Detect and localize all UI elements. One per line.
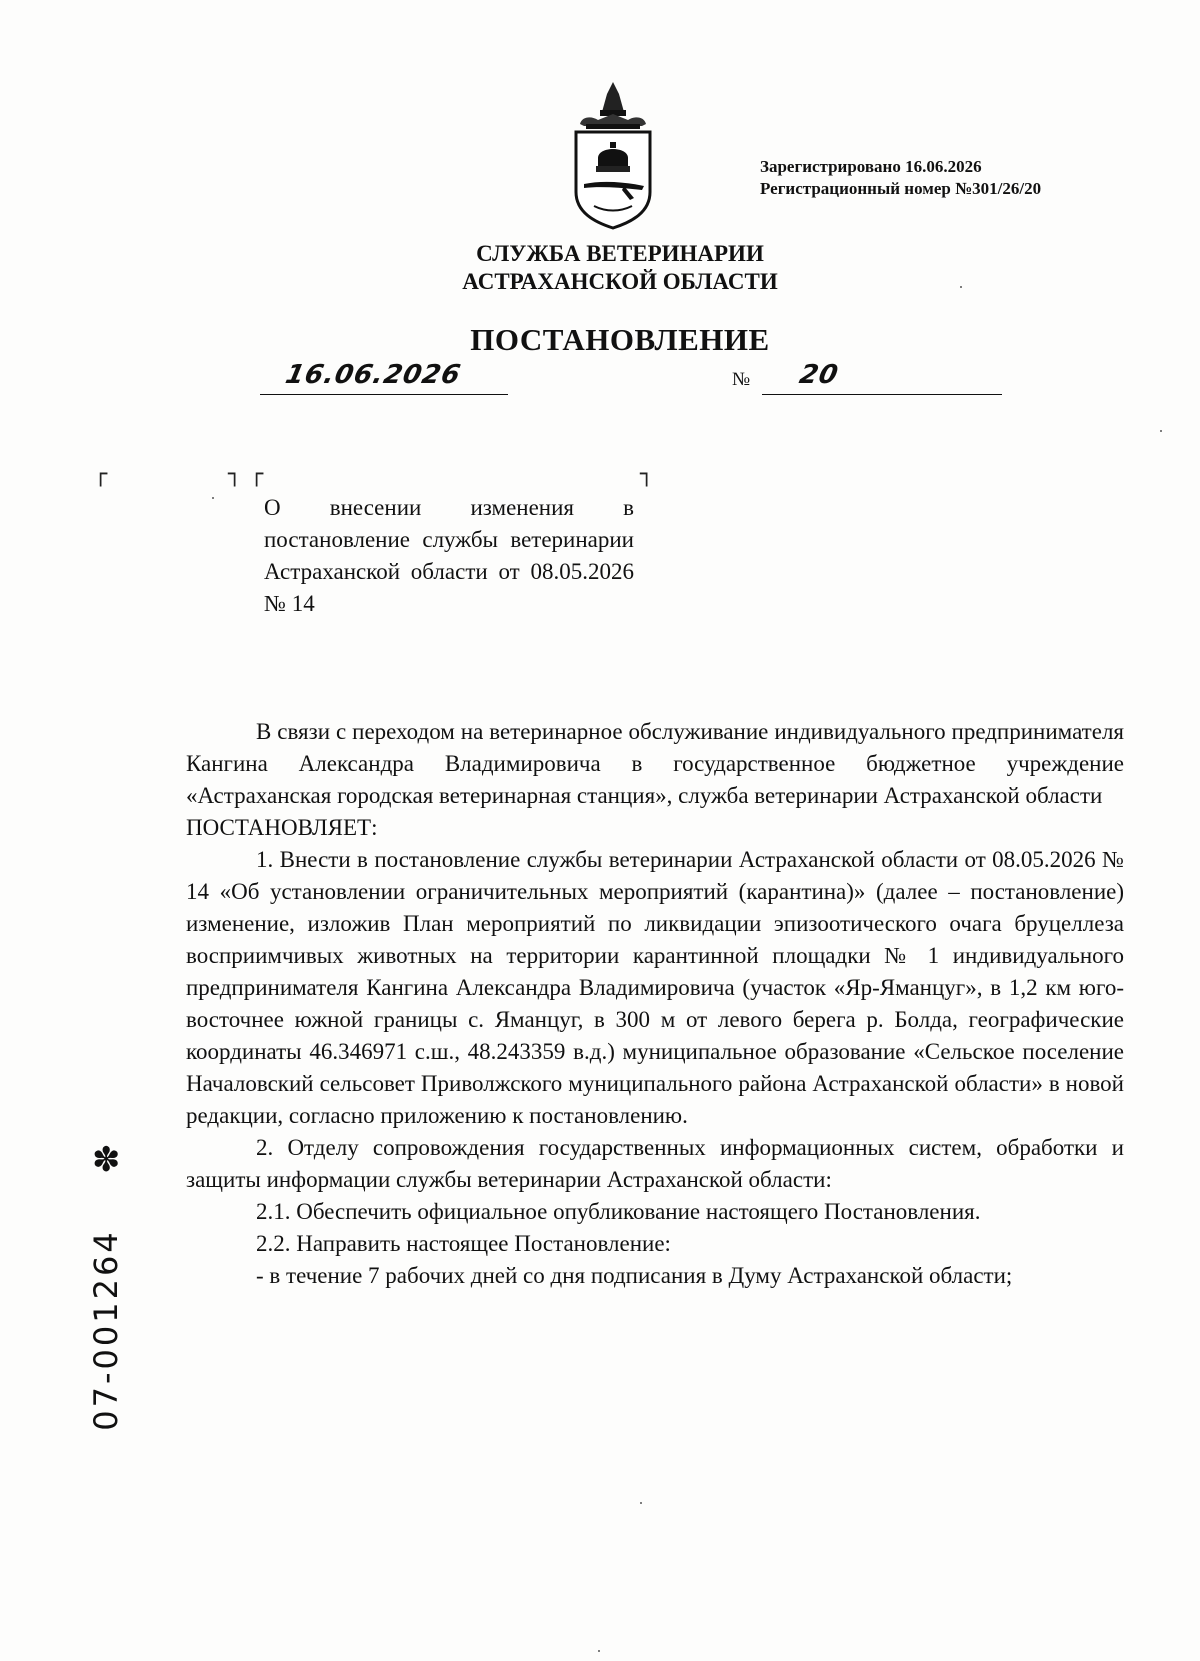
corner-bracket: ┌ [250, 462, 264, 487]
document-date: 16.06.2026 [282, 360, 464, 390]
body-preamble: В связи с переходом на ветеринарное обслуживание индивидуального предпринимателя Кангина Александра Владимировича в государственное бюджетное учреждение «Астраханская городская ветеринарная станция», служба ветеринарии Астраханской области [186, 719, 1124, 808]
registration-number: Регистрационный номер №301/26/20 [760, 179, 1042, 198]
number-underline [762, 394, 1002, 395]
organization-line-2: АСТРАХАНСКОЙ ОБЛАСТИ [462, 269, 778, 294]
body-decree: ПОСТАНОВЛЯЕТ: [186, 815, 378, 840]
date-underline [260, 394, 508, 395]
coat-of-arms-emblem [572, 80, 654, 230]
corner-bracket: ┐ [228, 462, 242, 487]
document-type-title: ПОСТАНОВЛЕНИЕ [470, 322, 770, 357]
document-number: 20 [796, 360, 842, 390]
document-subject: О внесении изменения в постановление службы ветеринарии Астраханской области от 08.05.2026 № 14 [264, 495, 634, 616]
body-item-2-1: 2.1. Обеспечить официальное опубликование настоящего Постановления. [256, 1199, 981, 1224]
margin-document-code [86, 1230, 126, 1430]
body-item-2-2: 2.2. Направить настоящее Постановление: [256, 1231, 671, 1256]
scan-speck [212, 497, 214, 499]
body-item-1: 1. Внести в постановление службы ветеринарии Астраханской области от 08.05.2026 № 14 «Об установлении ограничительных мероприятий (карантина)» (далее – постановление) изменение, изложив План мероприятий по ликвидации эпизоотического очага бруцеллеза восприимчивых животных на территории карантинной площадки № 1 индивидуального предпринимателя Кангина Александра Владимировича (участок «Яр-Яманцуг», в 1,2 км юго-восточнее южной границы с. Яманцуг, в 300 м от левого берега р. Болда, географические координаты 46.346971 с.ш., 48.243359 в.д.) муниципальное образование «Сельское поселение Началовский сельсовет Приволжского муниципального района Астраханской области» в новой редакции, согласно приложению к постановлению. [186, 847, 1124, 1128]
corner-bracket: ┌ [94, 462, 108, 487]
scan-speck [960, 286, 962, 288]
corner-bracket: ┐ [640, 462, 654, 487]
registration-stamp [760, 156, 1041, 200]
scan-speck [598, 1650, 600, 1652]
registration-date: Зарегистрировано 16.06.2026 [760, 157, 982, 176]
margin-asterisk: ✽ [92, 1140, 121, 1180]
body-item-2: 2. Отделу сопровождения государственных информационных систем, обработки и защиты информации службы ветеринарии Астраханской области: [186, 1135, 1124, 1192]
scan-speck [1160, 430, 1162, 432]
scan-speck [640, 1502, 642, 1504]
number-sign: № [732, 369, 751, 390]
document-body [186, 716, 1124, 1292]
margin-code-text: 07-001264 [87, 1229, 125, 1431]
body-item-2-2-a: - в течение 7 рабочих дней со дня подписания в Думу Астраханской области; [256, 1263, 1013, 1288]
organization-line-1: СЛУЖБА ВЕТЕРИНАРИИ [476, 241, 764, 266]
organization-name [300, 240, 940, 296]
